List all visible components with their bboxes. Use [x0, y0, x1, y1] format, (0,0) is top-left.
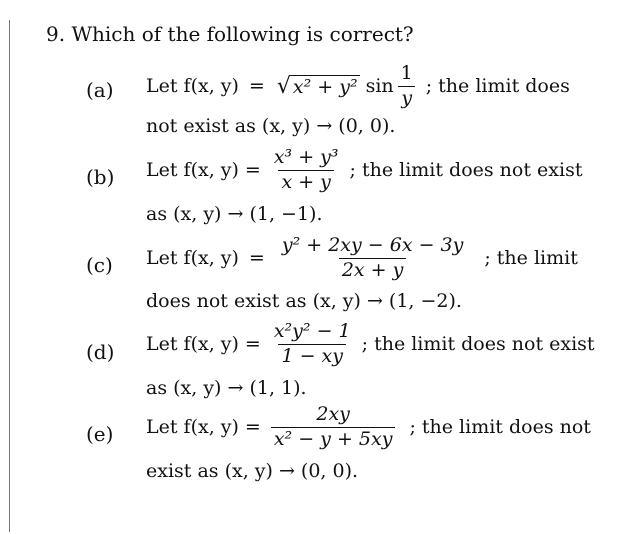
option-b-tail: ; the limit does not exist [349, 159, 583, 182]
option-c-denominator: 2x + y [339, 258, 407, 281]
option-b-denominator: x + y [278, 170, 333, 193]
option-a-sqrt-expr: x² + y² [292, 75, 358, 98]
option-c-fraction [279, 236, 467, 281]
option-a-fraction [398, 64, 416, 109]
option-d-lhs: Let f(x, y) [146, 333, 239, 356]
option-e-denominator: x² − y + 5xy [271, 427, 396, 450]
option-a-numerator: 1 [400, 62, 413, 84]
option-c-equals: = [248, 247, 265, 270]
option-c-label: (c) [86, 253, 113, 277]
question-heading [46, 22, 414, 46]
option-b-label: (b) [86, 165, 115, 189]
option-a-sin: sin [365, 75, 394, 98]
option-b-lhs: Let f(x, y) [146, 159, 239, 182]
option-d-line1 [146, 322, 595, 367]
option-d-line2: as (x, y) → (1, 1). [146, 377, 307, 399]
option-b-line1 [146, 148, 582, 193]
option-d-denominator: 1 − xy [278, 344, 346, 367]
option-c-lhs: Let f(x, y) [146, 247, 239, 270]
option-a-label: (a) [86, 78, 114, 102]
option-a-equals: = [248, 75, 265, 98]
question-text: Which of the following is correct? [71, 22, 414, 46]
option-d-numerator: x²y² − 1 [273, 320, 351, 342]
sqrt-symbol-icon: √ [276, 73, 291, 99]
option-a-line2: not exist as (x, y) → (0, 0). [146, 115, 396, 137]
option-e-fraction [271, 405, 396, 450]
option-d-equals: = [244, 333, 261, 356]
option-e-line1 [146, 405, 591, 450]
option-b-numerator: x³ + y³ [273, 146, 339, 168]
option-c-numerator: y² + 2xy − 6x − 3y [281, 234, 464, 256]
option-d-label: (d) [86, 340, 115, 364]
option-d-fraction [271, 322, 354, 367]
option-b-equals: = [244, 159, 261, 182]
option-a-denominator: y [398, 86, 415, 109]
option-c-tail: ; the limit [484, 247, 578, 270]
option-d-tail: ; the limit does not exist [361, 333, 595, 356]
option-a-tail: ; the limit does [425, 75, 570, 98]
question-number: 9. [46, 22, 66, 46]
option-c-line2: does not exist as (x, y) → (1, −2). [146, 290, 462, 312]
option-c-line1 [146, 236, 578, 281]
option-a-sqrt [277, 75, 360, 98]
option-a-line1 [146, 64, 570, 109]
option-e-equals: = [244, 416, 261, 439]
option-e-numerator: 2xy [316, 403, 350, 425]
option-a-lhs: Let f(x, y) [146, 75, 239, 98]
option-e-tail: ; the limit does not [409, 416, 591, 439]
option-b-line2: as (x, y) → (1, −1). [146, 203, 323, 225]
option-e-line2: exist as (x, y) → (0, 0). [146, 460, 359, 482]
option-b-fraction [271, 148, 342, 193]
option-e-label: (e) [86, 422, 114, 446]
option-e-lhs: Let f(x, y) [146, 416, 239, 439]
left-margin-rule [9, 20, 10, 532]
